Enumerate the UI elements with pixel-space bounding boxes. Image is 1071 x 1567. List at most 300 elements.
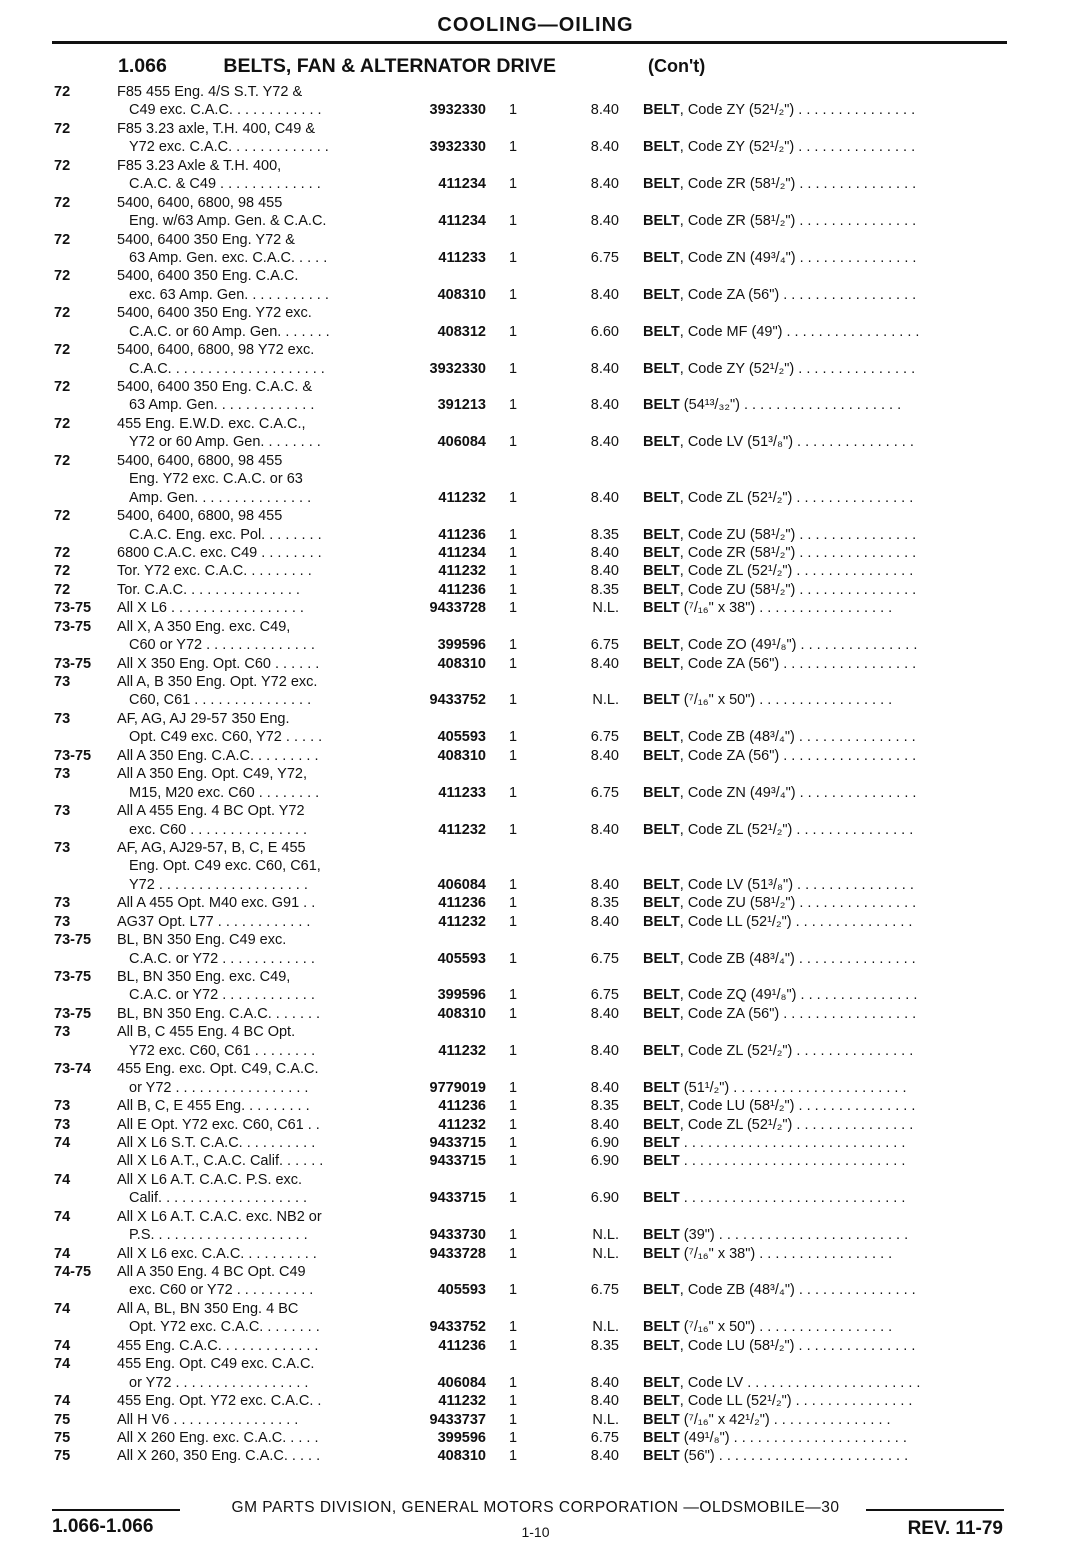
quantity-cell: 1: [509, 637, 518, 654]
price-cell: 6.60: [590, 323, 619, 340]
description-cell: All E Opt. Y72 exc. C60, C61 . .: [117, 1116, 320, 1133]
description-cell: Opt. C49 exc. C60, Y72 . . . . .: [129, 729, 323, 746]
quantity-cell: 1: [509, 581, 518, 598]
price-cell: 8.40: [590, 563, 619, 580]
part-name-cell: BELT (51¹/₂") . . . . . . . . . . . . . . . . . . . . . .: [643, 1079, 907, 1096]
table-row: [0, 1060, 1071, 1078]
table-row: [0, 507, 1071, 525]
year-cell: 74: [54, 1393, 71, 1410]
description-cell: 5400, 6400 350 Eng. C.A.C. &: [117, 379, 313, 395]
description-cell: All X L6 A.T. C.A.C. P.S. exc.: [117, 1171, 303, 1188]
part-number-cell: 9433715: [429, 1190, 486, 1207]
quantity-cell: 1: [509, 950, 518, 967]
part-number-cell: 411236: [438, 1098, 486, 1115]
quantity-cell: 1: [509, 876, 518, 893]
part-name-cell: BELT . . . . . . . . . . . . . . . . . . . . . . . . . . . .: [643, 1190, 906, 1207]
description-cell: 455 Eng. Opt. Y72 exc. C.A.C. .: [117, 1393, 322, 1410]
part-name-cell: BELT, Code ZR (58¹/₂") . . . . . . . . . . . . . . .: [643, 176, 917, 193]
description-cell: Eng. w/63 Amp. Gen. & C.A.C.: [129, 213, 327, 230]
part-number-cell: 408310: [437, 747, 486, 764]
part-name-cell: BELT, Code ZO (49¹/₈") . . . . . . . . . . . . . . .: [643, 637, 918, 654]
price-cell: 6.75: [590, 637, 619, 654]
description-cell: Calif. . . . . . . . . . . . . . . . . . .: [129, 1190, 308, 1207]
quantity-cell: 1: [509, 913, 518, 930]
year-cell: 72: [54, 194, 71, 211]
table-row: [0, 1152, 1071, 1170]
year-cell: 72: [54, 157, 71, 174]
price-cell: 8.40: [590, 139, 619, 156]
table-row: [0, 83, 1071, 101]
quantity-cell: 1: [509, 1337, 518, 1354]
description-cell: BL, BN 350 Eng. C.A.C. . . . . . .: [117, 1005, 321, 1022]
table-row: [0, 986, 1071, 1004]
price-cell: 8.40: [590, 655, 619, 672]
year-cell: 73: [54, 1098, 71, 1115]
quantity-cell: 1: [509, 1098, 518, 1115]
part-name-cell: BELT, Code ZL (52¹/₂") . . . . . . . . . . . . . . .: [643, 1042, 914, 1059]
price-cell: 8.35: [590, 1098, 619, 1115]
description-cell: C49 exc. C.A.C. . . . . . . . . . . .: [129, 102, 322, 119]
description-cell: All X L6 A.T. C.A.C. exc. NB2 or: [117, 1208, 322, 1225]
table-row: [0, 101, 1071, 119]
part-name-cell: BELT, Code ZB (48³/₄") . . . . . . . . . . . . . . .: [643, 1282, 916, 1299]
quantity-cell: 1: [509, 286, 518, 303]
part-number-cell: 408310: [437, 1448, 486, 1465]
year-cell: 75: [54, 1411, 71, 1428]
table-row: [0, 913, 1071, 931]
table-row: [0, 747, 1071, 765]
part-name-cell: BELT, Code LL (52¹/₂") . . . . . . . . . . . . . . .: [643, 1393, 913, 1410]
part-number-cell: 411236: [438, 526, 486, 543]
price-cell: 6.75: [590, 950, 619, 967]
price-cell: 8.40: [590, 876, 619, 893]
table-row: [0, 120, 1071, 138]
table-row: [0, 1263, 1071, 1281]
quantity-cell: 1: [509, 1429, 518, 1446]
table-row: [0, 1171, 1071, 1189]
description-cell: Amp. Gen. . . . . . . . . . . . . . .: [129, 489, 312, 506]
description-cell: All X 260 Eng. exc. C.A.C. . . . .: [117, 1429, 319, 1446]
year-cell: 73-75: [54, 747, 92, 764]
quantity-cell: 1: [509, 213, 518, 230]
part-name-cell: BELT, Code LU (58¹/₂") . . . . . . . . . . . . . . .: [643, 1098, 916, 1115]
part-number-cell: 408310: [437, 655, 486, 672]
table-row: [0, 1189, 1071, 1207]
price-cell: 6.75: [590, 729, 619, 746]
table-row: [0, 396, 1071, 414]
table-row: [0, 415, 1071, 433]
quantity-cell: 1: [509, 397, 518, 414]
description-cell: All A 455 Opt. M40 exc. G91 . .: [117, 895, 316, 912]
table-row: [0, 691, 1071, 709]
table-row: [0, 876, 1071, 894]
footer-revision: REV. 11-79: [907, 1518, 1003, 1539]
year-cell: 75: [54, 1448, 71, 1465]
description-cell: AG37 Opt. L77 . . . . . . . . . . . .: [117, 913, 311, 930]
description-cell: C.A.C. . . . . . . . . . . . . . . . . . . .: [129, 360, 325, 377]
part-number-cell: 9433728: [429, 600, 486, 617]
table-row: [0, 489, 1071, 507]
part-name-cell: BELT, Code ZY (52¹/₂") . . . . . . . . . . . . . . .: [643, 139, 916, 156]
table-row: [0, 765, 1071, 783]
year-cell: 73-75: [54, 1005, 92, 1022]
description-cell: All A 350 Eng. 4 BC Opt. C49: [117, 1264, 306, 1280]
description-cell: All X L6 S.T. C.A.C. . . . . . . . . .: [117, 1134, 316, 1151]
price-cell: 8.40: [590, 747, 619, 764]
description-cell: C.A.C. or Y72 . . . . . . . . . . . .: [129, 987, 315, 1004]
price-cell: 6.90: [590, 1190, 619, 1207]
quantity-cell: 1: [509, 895, 518, 912]
description-cell: C.A.C. & C49 . . . . . . . . . . . . .: [129, 176, 321, 193]
table-row: [0, 452, 1071, 470]
quantity-cell: 1: [509, 1190, 518, 1207]
table-row: [0, 433, 1071, 451]
description-cell: All B, C, E 455 Eng. . . . . . . . .: [117, 1098, 310, 1115]
price-cell: 8.40: [590, 1116, 619, 1133]
table-row: [0, 1208, 1071, 1226]
table-row: [0, 341, 1071, 359]
quantity-cell: 1: [509, 1374, 518, 1391]
part-name-cell: BELT, Code ZA (56") . . . . . . . . . . . . . . . . .: [643, 747, 917, 764]
part-name-cell: BELT, Code ZQ (49¹/₈") . . . . . . . . . . . . . . .: [643, 987, 918, 1004]
part-name-cell: BELT, Code LV (51³/₈") . . . . . . . . . . . . . . .: [643, 876, 914, 893]
part-name-cell: BELT, Code LV . . . . . . . . . . . . . . . . . . . . . .: [643, 1374, 921, 1391]
quantity-cell: 1: [509, 1393, 518, 1410]
part-name-cell: BELT (⁷/₁₆" x 50") . . . . . . . . . . . . . . . . .: [643, 692, 893, 709]
table-row: [0, 894, 1071, 912]
year-cell: 73-75: [54, 618, 92, 635]
quantity-cell: 1: [509, 1227, 518, 1244]
table-row: [0, 1023, 1071, 1041]
quantity-cell: 1: [509, 249, 518, 266]
part-name-cell: BELT (⁷/₁₆" x 42¹/₂") . . . . . . . . . . . . . . .: [643, 1411, 891, 1428]
part-name-cell: BELT, Code MF (49") . . . . . . . . . . . . . . . . .: [643, 323, 920, 340]
price-cell: 6.75: [590, 784, 619, 801]
table-row: [0, 231, 1071, 249]
table-row: [0, 1374, 1071, 1392]
part-name-cell: BELT, Code ZL (52¹/₂") . . . . . . . . . . . . . . .: [643, 1116, 914, 1133]
table-row: [0, 1134, 1071, 1152]
part-number-cell: 406084: [437, 876, 486, 893]
part-name-cell: BELT, Code ZL (52¹/₂") . . . . . . . . . . . . . . .: [643, 489, 914, 506]
year-cell: 74: [54, 1171, 71, 1188]
quantity-cell: 1: [509, 563, 518, 580]
table-row: [0, 839, 1071, 857]
description-cell: 63 Amp. Gen. . . . . . . . . . . . .: [129, 397, 315, 414]
part-number-cell: 411232: [438, 913, 486, 930]
description-cell: 5400, 6400 350 Eng. C.A.C.: [117, 268, 299, 285]
description-cell: BL, BN 350 Eng. C49 exc.: [117, 932, 287, 949]
year-cell: 73: [54, 895, 71, 912]
part-number-cell: 411234: [438, 176, 486, 193]
table-row: [0, 1355, 1071, 1373]
part-number-cell: 399596: [437, 987, 486, 1004]
part-number-cell: 408312: [437, 323, 486, 340]
year-cell: 73: [54, 839, 71, 856]
quantity-cell: 1: [509, 692, 518, 709]
quantity-cell: 1: [509, 729, 518, 746]
price-cell: 6.75: [590, 1429, 619, 1446]
quantity-cell: 1: [509, 747, 518, 764]
part-name-cell: BELT (56") . . . . . . . . . . . . . . . . . . . . . . . .: [643, 1448, 909, 1465]
quantity-cell: 1: [509, 821, 518, 838]
footer-section-range: 1.066-1.066: [52, 1516, 154, 1537]
description-cell: Y72 . . . . . . . . . . . . . . . . . . .: [129, 876, 308, 893]
table-row: [0, 1411, 1071, 1429]
table-row: [0, 784, 1071, 802]
table-row: [0, 581, 1071, 599]
description-cell: P.S. . . . . . . . . . . . . . . . . . . .: [129, 1227, 308, 1244]
part-number-cell: 9433728: [429, 1245, 486, 1262]
description-cell: AF, AG, AJ29-57, B, C, E 455: [117, 839, 306, 856]
price-cell: 8.40: [590, 176, 619, 193]
part-number-cell: 405593: [437, 950, 486, 967]
table-row: [0, 360, 1071, 378]
year-cell: 73: [54, 710, 71, 727]
year-cell: 73-75: [54, 655, 92, 672]
description-cell: exc. 63 Amp. Gen. . . . . . . . . . .: [129, 286, 329, 303]
part-number-cell: 406084: [437, 434, 486, 451]
description-cell: 5400, 6400, 6800, 98 455: [117, 508, 283, 525]
year-cell: 73: [54, 913, 71, 930]
table-row: [0, 857, 1071, 875]
price-cell: 8.40: [590, 913, 619, 930]
year-cell: 72: [54, 563, 71, 580]
part-number-cell: 405593: [437, 1282, 486, 1299]
quantity-cell: 1: [509, 360, 518, 377]
price-cell: 6.75: [590, 1282, 619, 1299]
year-cell: 72: [54, 581, 71, 598]
description-cell: BL, BN 350 Eng. exc. C49,: [117, 969, 291, 985]
table-row: [0, 673, 1071, 691]
price-cell: 8.40: [590, 489, 619, 506]
description-cell: F85 3.23 Axle & T.H. 400,: [117, 157, 282, 174]
part-number-cell: 411232: [438, 1116, 486, 1133]
description-cell: 5400, 6400, 6800, 98 455: [117, 452, 283, 469]
description-cell: Eng. Y72 exc. C.A.C. or 63: [129, 471, 303, 488]
part-name-cell: BELT (39") . . . . . . . . . . . . . . . . . . . . . . . .: [643, 1227, 909, 1244]
part-number-cell: 391213: [437, 397, 486, 414]
part-name-cell: BELT, Code LL (52¹/₂") . . . . . . . . . . . . . . .: [643, 913, 913, 930]
year-cell: 73: [54, 674, 71, 690]
description-cell: or Y72 . . . . . . . . . . . . . . . . .: [129, 1374, 309, 1391]
part-number-cell: 3932330: [429, 360, 486, 377]
price-cell: 8.40: [590, 1393, 619, 1410]
year-cell: 72: [54, 120, 71, 137]
part-number-cell: 406084: [437, 1374, 486, 1391]
description-cell: AF, AG, AJ 29-57 350 Eng.: [117, 710, 290, 727]
part-number-cell: 9779019: [429, 1079, 486, 1096]
part-name-cell: BELT, Code ZN (49³/₄") . . . . . . . . . . . . . . .: [643, 784, 917, 801]
table-row: [0, 267, 1071, 285]
table-row: [0, 1337, 1071, 1355]
description-cell: All X 260, 350 Eng. C.A.C. . . . .: [117, 1448, 321, 1465]
price-cell: N.L.: [592, 1319, 619, 1336]
quantity-cell: 1: [509, 139, 518, 156]
part-number-cell: 411232: [438, 563, 486, 580]
part-number-cell: 411232: [438, 1042, 486, 1059]
price-cell: 6.90: [590, 1134, 619, 1151]
price-cell: N.L.: [592, 1245, 619, 1262]
year-cell: 74: [54, 1300, 71, 1317]
price-cell: 8.40: [590, 397, 619, 414]
table-row: [0, 821, 1071, 839]
description-cell: or Y72 . . . . . . . . . . . . . . . . .: [129, 1079, 309, 1096]
price-cell: 8.40: [590, 821, 619, 838]
table-row: [0, 618, 1071, 636]
table-row: [0, 562, 1071, 580]
quantity-cell: 1: [509, 1245, 518, 1262]
part-name-cell: BELT, Code LV (51³/₈") . . . . . . . . . . . . . . .: [643, 434, 914, 451]
description-cell: All H V6 . . . . . . . . . . . . . . . .: [117, 1411, 299, 1428]
quantity-cell: 1: [509, 1282, 518, 1299]
part-name-cell: BELT, Code ZU (58¹/₂") . . . . . . . . . . . . . . .: [643, 895, 917, 912]
part-name-cell: BELT, Code ZY (52¹/₂") . . . . . . . . . . . . . . .: [643, 360, 916, 377]
description-cell: F85 455 Eng. 4/S S.T. Y72 &: [117, 84, 303, 100]
part-number-cell: 9433737: [429, 1411, 486, 1428]
description-cell: All A 455 Eng. 4 BC Opt. Y72: [117, 803, 305, 820]
description-cell: 5400, 6400 350 Eng. Y72 &: [117, 231, 295, 248]
table-row: [0, 1429, 1071, 1447]
description-cell: 5400, 6400, 6800, 98 455: [117, 194, 283, 211]
year-cell: 72: [54, 508, 71, 525]
description-cell: C60 or Y72 . . . . . . . . . . . . . .: [129, 637, 315, 654]
description-cell: Y72 exc. C.A.C. . . . . . . . . . . . .: [129, 139, 329, 156]
table-row: [0, 1447, 1071, 1465]
part-number-cell: 405593: [437, 729, 486, 746]
part-number-cell: 411233: [438, 784, 486, 801]
part-name-cell: BELT . . . . . . . . . . . . . . . . . . . . . . . . . . . .: [643, 1153, 906, 1170]
quantity-cell: 1: [509, 544, 518, 561]
price-cell: 8.35: [590, 895, 619, 912]
description-cell: 63 Amp. Gen. exc. C.A.C. . . . .: [129, 249, 328, 266]
part-number-cell: 3932330: [429, 139, 486, 156]
price-cell: 8.35: [590, 526, 619, 543]
part-number-cell: 408310: [437, 286, 486, 303]
parts-list: [0, 83, 1071, 1466]
quantity-cell: 1: [509, 1134, 518, 1151]
year-cell: 73-75: [54, 600, 92, 617]
table-row: [0, 175, 1071, 193]
table-row: [0, 378, 1071, 396]
price-cell: 6.75: [590, 249, 619, 266]
part-number-cell: 411234: [438, 544, 486, 561]
year-cell: 74: [54, 1337, 71, 1354]
quantity-cell: 1: [509, 1079, 518, 1096]
part-number-cell: 411236: [438, 895, 486, 912]
description-cell: 455 Eng. Opt. C49 exc. C.A.C.: [117, 1356, 315, 1373]
part-name-cell: BELT (49¹/₈") . . . . . . . . . . . . . . . . . . . . . .: [643, 1429, 907, 1446]
quantity-cell: 1: [509, 1319, 518, 1336]
quantity-cell: 1: [509, 1411, 518, 1428]
description-cell: Y72 exc. C60, C61 . . . . . . . .: [129, 1042, 316, 1059]
table-row: [0, 212, 1071, 230]
part-name-cell: BELT, Code ZA (56") . . . . . . . . . . . . . . . . .: [643, 655, 917, 672]
year-cell: 74: [54, 1356, 71, 1373]
year-cell: 73: [54, 766, 71, 783]
part-number-cell: 9433752: [429, 692, 486, 709]
section-title: BELTS, FAN & ALTERNATOR DRIVE: [223, 55, 557, 77]
part-name-cell: BELT . . . . . . . . . . . . . . . . . . . . . . . . . . . .: [643, 1134, 906, 1151]
part-name-cell: BELT, Code ZR (58¹/₂") . . . . . . . . . . . . . . .: [643, 544, 917, 561]
part-name-cell: BELT (⁷/₁₆" x 38") . . . . . . . . . . . . . . . . .: [643, 1245, 893, 1262]
description-cell: Y72 or 60 Amp. Gen. . . . . . . .: [129, 434, 321, 451]
description-cell: C60, C61 . . . . . . . . . . . . . . .: [129, 692, 312, 709]
quantity-cell: 1: [509, 176, 518, 193]
price-cell: 6.90: [590, 1153, 619, 1170]
part-name-cell: BELT, Code ZA (56") . . . . . . . . . . . . . . . . .: [643, 1005, 917, 1022]
table-row: [0, 599, 1071, 617]
year-cell: 73-75: [54, 932, 92, 949]
part-name-cell: BELT, Code ZB (48³/₄") . . . . . . . . . . . . . . .: [643, 950, 916, 967]
description-cell: C.A.C. Eng. exc. Pol. . . . . . . .: [129, 526, 322, 543]
description-cell: 455 Eng. E.W.D. exc. C.A.C.,: [117, 415, 306, 432]
table-row: [0, 323, 1071, 341]
table-row: [0, 802, 1071, 820]
quantity-cell: 1: [509, 655, 518, 672]
description-cell: All A 350 Eng. C.A.C. . . . . . . . .: [117, 747, 319, 764]
table-row: [0, 1097, 1071, 1115]
description-cell: 455 Eng. C.A.C. . . . . . . . . . . . .: [117, 1337, 319, 1354]
table-row: [0, 286, 1071, 304]
table-row: [0, 636, 1071, 654]
price-cell: 8.40: [590, 102, 619, 119]
price-cell: 8.40: [590, 360, 619, 377]
description-cell: All A, B 350 Eng. Opt. Y72 exc.: [117, 674, 318, 690]
year-cell: 74: [54, 1245, 71, 1262]
price-cell: N.L.: [592, 600, 619, 617]
part-name-cell: BELT, Code ZA (56") . . . . . . . . . . . . . . . . .: [643, 286, 917, 303]
description-cell: 5400, 6400 350 Eng. Y72 exc.: [117, 305, 312, 322]
description-cell: exc. C60 or Y72 . . . . . . . . . .: [129, 1282, 314, 1299]
year-cell: 72: [54, 379, 71, 395]
table-row: [0, 1042, 1071, 1060]
year-cell: 72: [54, 268, 71, 285]
table-row: [0, 728, 1071, 746]
part-name-cell: BELT (⁷/₁₆" x 50") . . . . . . . . . . . . . . . . .: [643, 1319, 893, 1336]
description-cell: 5400, 6400, 6800, 98 Y72 exc.: [117, 342, 315, 359]
part-name-cell: BELT (54¹³/₃₂") . . . . . . . . . . . . . . . . . . . .: [643, 397, 902, 414]
price-cell: 8.40: [590, 1079, 619, 1096]
table-row: [0, 1226, 1071, 1244]
year-cell: 73-74: [54, 1061, 92, 1078]
section-heading: [118, 55, 706, 78]
price-cell: 8.40: [590, 1005, 619, 1022]
year-cell: 74: [54, 1208, 71, 1225]
quantity-cell: 1: [509, 489, 518, 506]
table-row: [0, 710, 1071, 728]
year-cell: 74: [54, 1134, 71, 1151]
description-cell: C.A.C. or 60 Amp. Gen. . . . . . .: [129, 323, 330, 340]
quantity-cell: 1: [509, 1448, 518, 1465]
part-number-cell: 411234: [438, 213, 486, 230]
description-cell: All A, BL, BN 350 Eng. 4 BC: [117, 1300, 299, 1317]
part-number-cell: 9433715: [429, 1134, 486, 1151]
price-cell: 8.40: [590, 286, 619, 303]
part-name-cell: BELT, Code ZU (58¹/₂") . . . . . . . . . . . . . . .: [643, 581, 917, 598]
year-cell: 74-75: [54, 1264, 92, 1280]
part-name-cell: BELT, Code ZB (48³/₄") . . . . . . . . . . . . . . .: [643, 729, 916, 746]
part-number-cell: 9433715: [429, 1153, 486, 1170]
description-cell: Tor. Y72 exc. C.A.C. . . . . . . . .: [117, 563, 312, 580]
table-row: [0, 1005, 1071, 1023]
table-row: [0, 1116, 1071, 1134]
quantity-cell: 1: [509, 987, 518, 1004]
description-cell: Tor. C.A.C. . . . . . . . . . . . . . .: [117, 581, 300, 598]
description-cell: All X 350 Eng. Opt. C60 . . . . . .: [117, 655, 320, 672]
quantity-cell: 1: [509, 1153, 518, 1170]
part-name-cell: BELT, Code ZY (52¹/₂") . . . . . . . . . . . . . . .: [643, 102, 916, 119]
